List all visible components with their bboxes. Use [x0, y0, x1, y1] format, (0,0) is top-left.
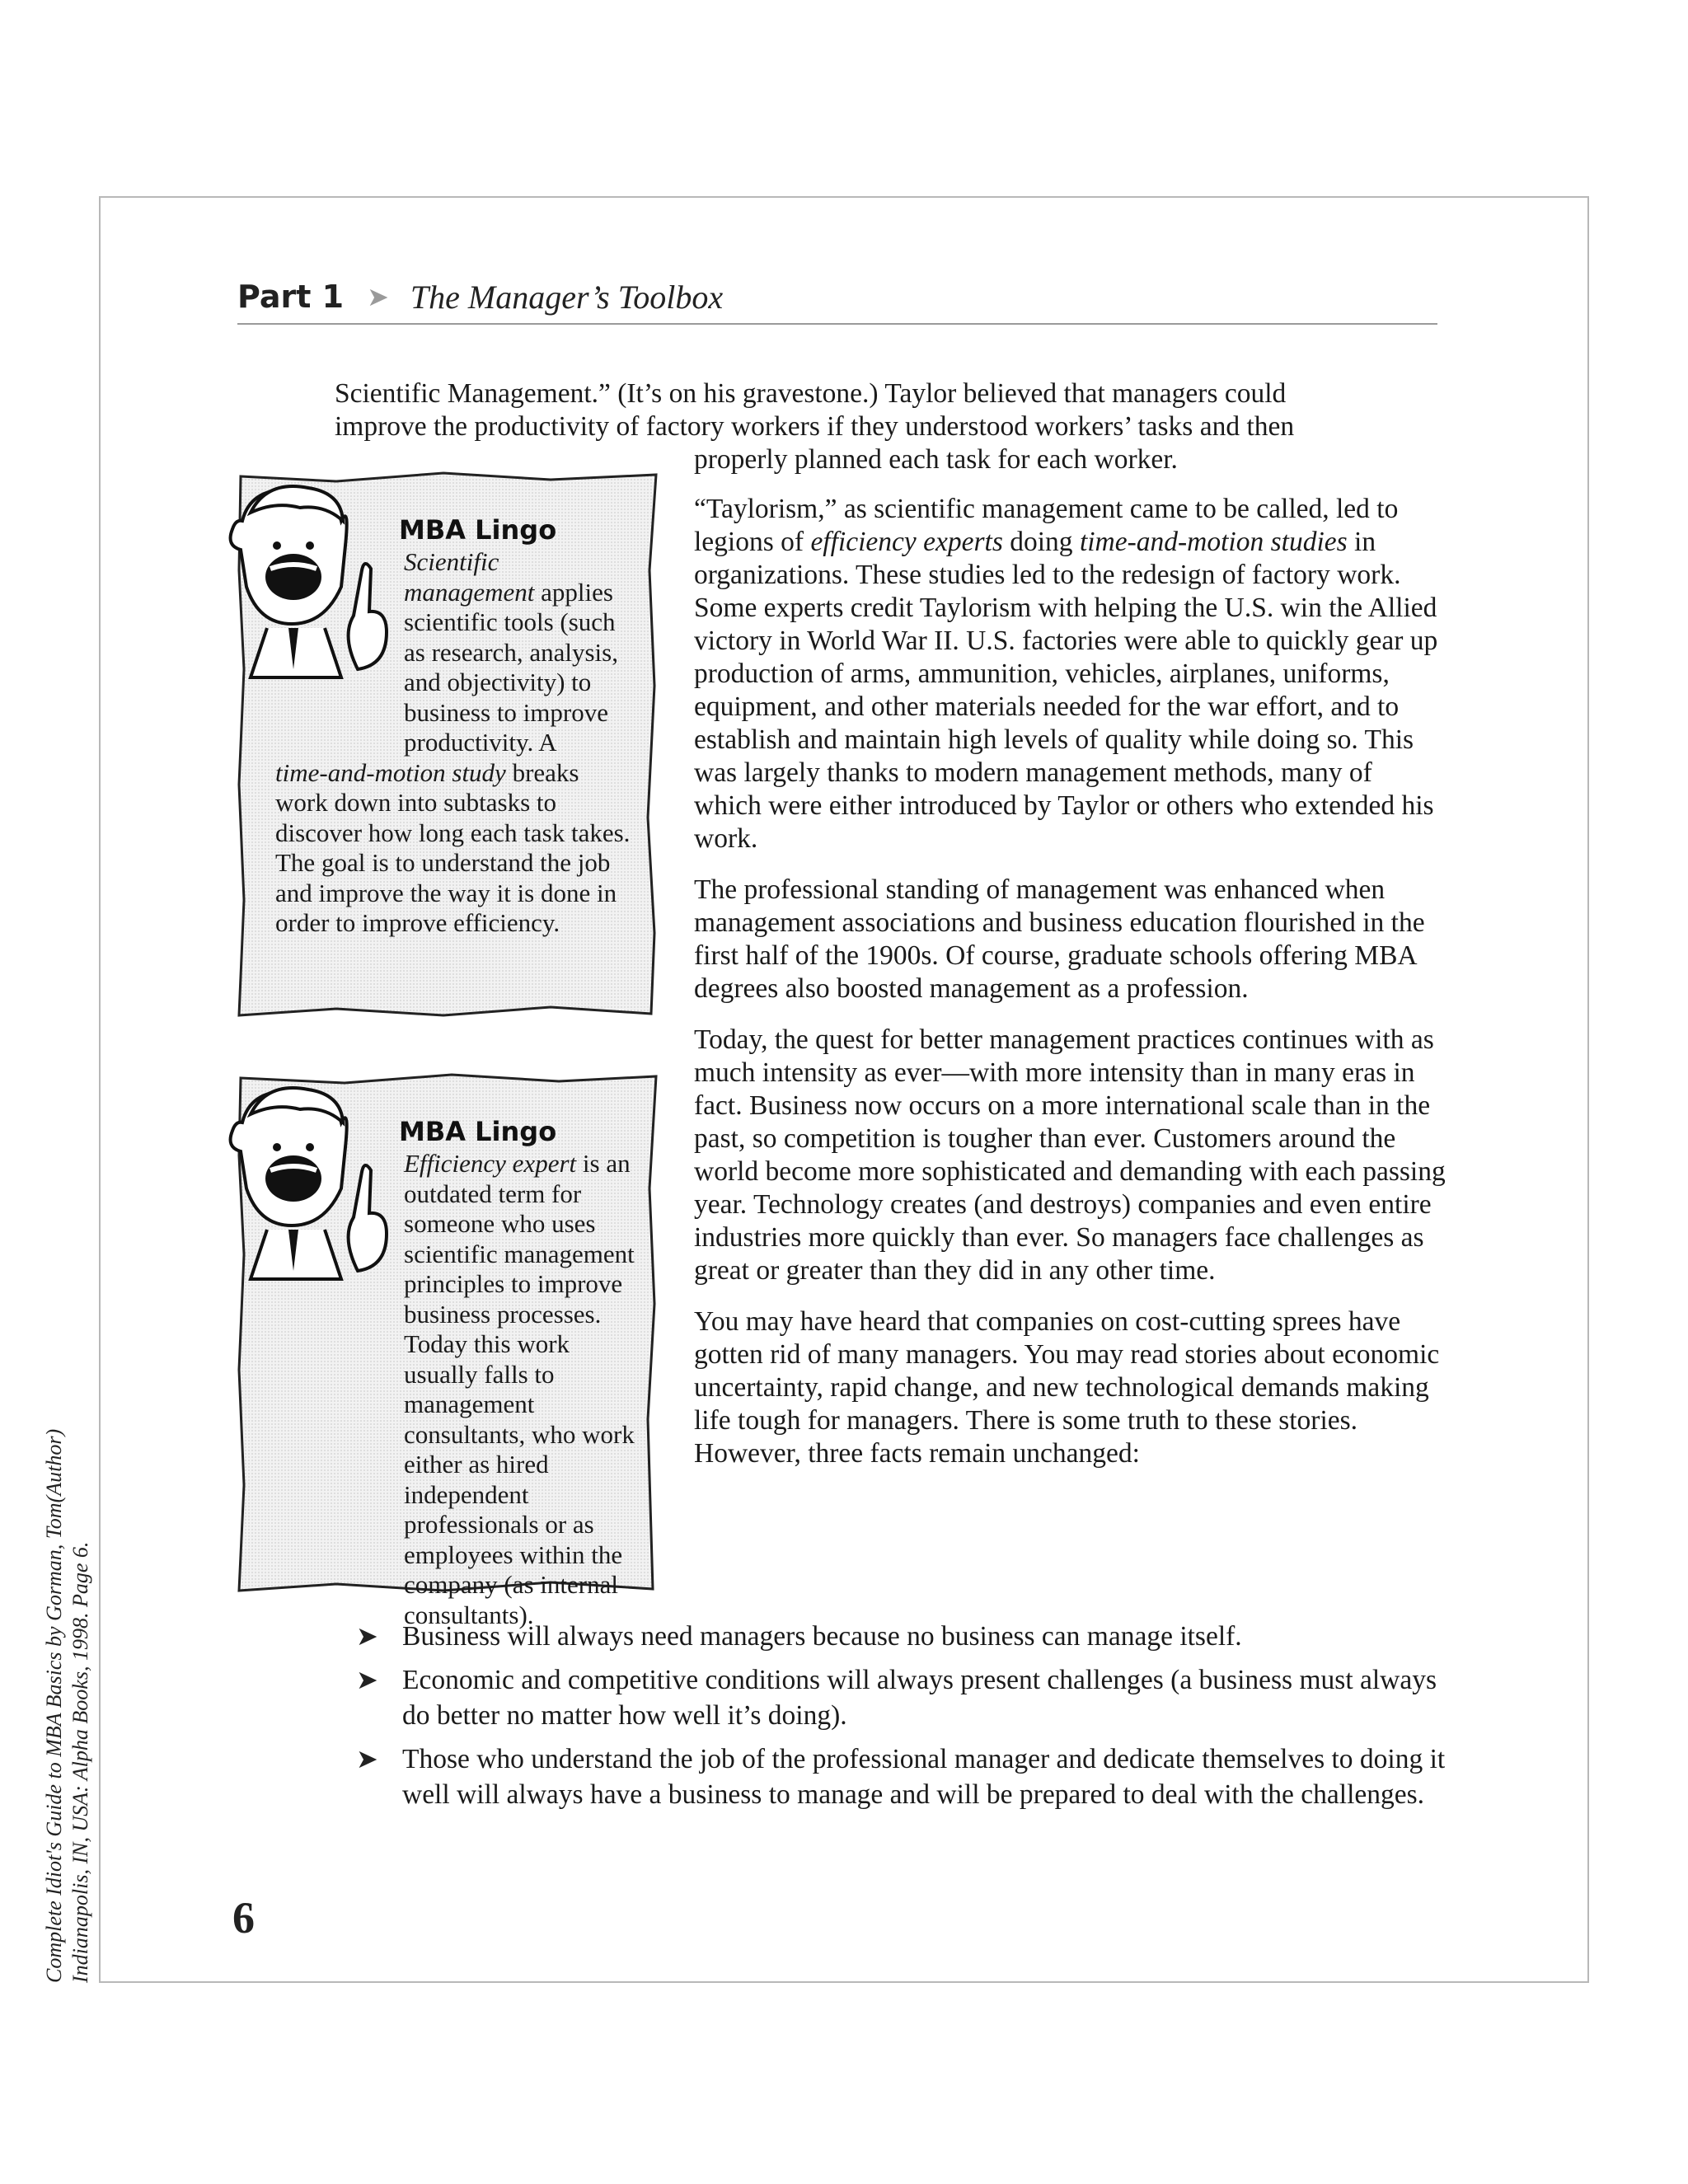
- mba-lingo-sidebar-scientific-management: [237, 471, 659, 1019]
- sidebar-title: MBA Lingo: [399, 1116, 557, 1147]
- citation-line: Indianapolis, IN, USA: Alpha Books, 1998. Page 6.: [68, 1541, 92, 1983]
- list-item-text: Business will always need managers because no business can manage itself.: [402, 1621, 1242, 1652]
- arrowhead-bullet-icon: ➤: [356, 1665, 378, 1694]
- definition-text: is an outdated term for someone who uses scientific management principles to improve business processes. Today this work usually falls to management consultants, who work either as hired independent professionals or as employees within the company (as internal consultants).: [404, 1149, 635, 1629]
- sidebar-definition: [275, 1149, 635, 1630]
- intro-paragraph: [335, 377, 1439, 476]
- definition-text: breaks work down into subtasks to discover how long each task takes. The goal is to understand the job and improve the way it is done in order to improve efficiency.: [275, 757, 631, 937]
- intro-line: Scientific Management.” (It’s on his gravestone.) Taylor believed that managers could: [335, 378, 1287, 409]
- running-header: [237, 270, 1437, 325]
- defined-term: Efficiency expert: [404, 1149, 577, 1178]
- paragraph-text: doing: [1002, 527, 1080, 557]
- page-number: 6: [232, 1893, 255, 1943]
- list-item: [356, 1619, 1452, 1654]
- paragraph-cost-cutting: You may have heard that companies on cost-cutting sprees have gotten rid of many managers. You may read stories about economic uncertainty, rapid change, and new technological demands making life tough for managers. There is some truth to these stories. However, three facts remain unchanged:: [694, 1306, 1440, 1469]
- main-column: [694, 493, 1446, 1488]
- paragraph-text: “Taylorism,” as scientific management came to be called, led to legions of: [694, 494, 1399, 557]
- arrowhead-bullet-icon: ➤: [356, 1744, 378, 1774]
- arrowhead-bullet-icon: ➤: [356, 1621, 378, 1651]
- citation-note: [41, 1373, 94, 1983]
- mba-lingo-sidebar-efficiency-expert: [237, 1073, 659, 1629]
- list-item-text: Economic and competitive conditions will always present challenges (a business must always do better no matter how well it’s doing).: [402, 1665, 1437, 1731]
- list-item: [356, 1741, 1452, 1812]
- citation-line: Complete Idiot's Guide to MBA Basics by Gorman, Tom(Author): [42, 1428, 66, 1983]
- intro-line: properly planned each task for each worker.: [694, 444, 1178, 475]
- part-title: The Manager’s Toolbox: [410, 278, 724, 316]
- list-item-text: Those who understand the job of the professional manager and dedicate themselves to doing it well will always have a business to manage and will be prepared to deal with the challenges.: [402, 1744, 1446, 1810]
- sidebar-title: MBA Lingo: [399, 514, 557, 546]
- intro-line: improve the productivity of factory workers if they understood workers’ tasks and then: [335, 411, 1295, 442]
- defined-term: Scientific management: [404, 547, 535, 607]
- sidebar-definition: [275, 547, 635, 939]
- paragraph-professional-standing: The professional standing of management was enhanced when management associations and business education flourished in the first half of the 1900s. Of course, graduate schools offering MBA degrees also boosted management as a profession.: [694, 874, 1425, 1004]
- paragraph-today: Today, the quest for better management practices continues with as much intensity as ever—with more intensity than in many eras in fact. Business now occurs on a more international scale than in the past, so competition is tougher than ever. Customers around the world become more sophisticated and demanding with each passing year. Technology creates (and destroys) companies and even entire industries more quickly than ever. So managers face challenges as great or greater than they did in any other time.: [694, 1024, 1446, 1286]
- facts-list: [356, 1619, 1452, 1821]
- paragraph-text: in organizations. These studies led to the redesign of factory work. Some experts credit Taylorism with helping the U.S. win the Allied victory in World War II. U.S. factories were able to quickly gear up production of arms, ammunition, vehicles, airplanes, uniforms, equipment, and other materials needed for the war effort, and to establish and maintain high levels of quality while doing so. This was largely thanks to modern management methods, many of which were either introduced by Taylor or others who extended his work.: [694, 527, 1438, 854]
- defined-term: time-and-motion study: [275, 757, 506, 787]
- definition-text: applies scientific tools (such as research, analysis, and objectivity) to business to improve productivity. A: [404, 577, 618, 757]
- paragraph-taylorism: [694, 493, 1446, 855]
- arrow-right-icon: ➤: [367, 282, 389, 312]
- part-label: Part 1: [237, 279, 345, 315]
- list-item: [356, 1662, 1452, 1733]
- italic-term: efficiency experts: [810, 527, 1003, 557]
- italic-term: time-and-motion studies: [1079, 527, 1348, 557]
